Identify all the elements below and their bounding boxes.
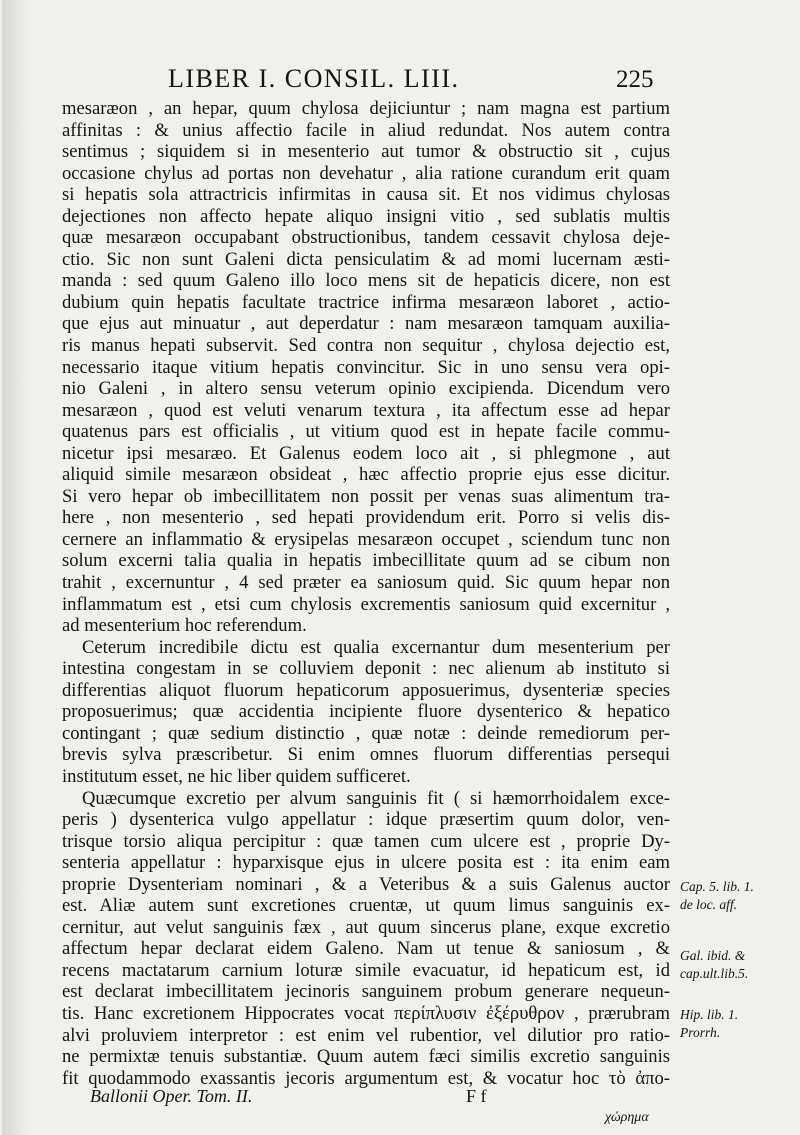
text-line: differentias aliquot fluorum hepaticorum apposuerimus, dysenteriæ species [62,679,670,701]
text-line: mesaræon , an hepar, quum chylosa dejiciuntur ; nam magna est partium [62,98,670,119]
text-line: alvi proluviem interpretor : est enim vel rubentior, vel dilutior pro ratio- [62,1024,670,1046]
text-line: que ejus aut minuatur , aut deperdatur : nam mesaræon tamquam auxilia- [62,313,670,335]
catchword: χώρημα [605,1110,649,1125]
text-line: institutum esset, ne hic liber quidem sufficeret. [62,765,411,787]
body-text [62,98,670,1089]
margin-note: Prorrh. [680,1025,721,1040]
text-line: Ceterum incredibile dictu est qualia excernantur dum mesenterium per [82,636,670,658]
text-line: sentimus ; siquidem si in mesenterio aut tumor & obstructio sit , cujus [62,141,670,163]
text-line: dubium quin hepatis facultate tractrice infirma mesaræon laboret , actio- [62,291,670,313]
text-line: ctio. Sic non sunt Galeni dicta pensiculatim & ad momi lucernam æsti- [62,248,670,270]
text-line: solum excerni talia qualia in hepatis imbecillitate quum ad se cibum non [62,550,670,572]
margin-note: cap.ult.lib.5. [680,966,749,981]
text-line: necessario itaque vitium hepatis convincitur. Sic in uno sensu vera opi- [62,356,670,378]
text-line: tis. Hanc excretionem Hippocrates vocat περίπλυσιν ἐξέρυθρον , prærubram [62,1002,670,1024]
text-line: ne permixtæ tenuis substantiæ. Quum autem fæci similis excretio sanguinis [62,1046,670,1068]
text-line: inflammatum est , etsi cum chylosis excrementis saniosum quid excernitur , [62,593,670,615]
text-line: recens mactatarum carnium loturæ simile evacuatur, id hepaticum est, id [62,959,670,981]
text-line: nio Galeni , in altero sensu veterum opinio excipienda. Dicendum vero [62,378,670,400]
text-line: affinitas : & unius affectio facile in aliud redundat. Nos autem contra [62,119,670,141]
text-line: dejectiones non affecto hepate aliquo insigni vitio , sed sublatis multis [62,205,670,227]
text-line: brevis sylva præscribetur. Si enim omnes fluorum differentias persequi [62,744,670,766]
text-line: ad mesenterium hoc referendum. [62,615,307,637]
text-line: est declarat imbecillitatem jecinoris sanguinem probum generare nequeun- [62,981,670,1003]
text-line: cernere an inflammatio & erysipelas mesaræon occupet , sciendum tunc non [62,528,670,550]
margin-note: Hip. lib. 1. [680,1007,739,1022]
signature-mark: F f [466,1086,487,1106]
text-line: here , non mesenterio , sed hepati providendum erit. Porro si velis dis- [62,507,670,529]
text-line: occasione chylus ad portas non devehatur , alia ratione curandum erit quam [62,162,670,184]
text-line: ris manus hepati subservit. Sed contra non sequitur , chylosa dejectio est, [62,335,670,357]
text-line: contingant ; quæ sedium distinctio , quæ notæ : deinde remediorum per- [62,722,670,744]
text-line: intestina congestam in se colluviem deponit : nec alienum ab instituto si [62,658,670,680]
text-line: quatenus pars est officialis , ut vitium quod est in hepate facile commu- [62,421,670,443]
text-line: mesaræon , quod est veluti venarum textura , ita affectum esse ad hepar [62,399,670,421]
text-line: Si vero hepar ob imbecillitatem non possit per venas suas alimentum tra- [62,485,670,507]
text-line: cernitur, aut velut sanguinis fæx , aut quum sincerus plane, exque excretio [62,916,670,938]
text-line: nicetur ipsi mesaræo. Et Galenus eodem loco ait , si phlegmone , aut [62,442,670,464]
margin-note: de loc. aff. [680,897,737,912]
page-footer [0,1086,800,1116]
page-number: 225 [616,66,654,93]
text-line: senteria appellatur : hyparxisque ejus in ulcere posita est : ita enim eam [62,852,670,874]
text-line: trahit , excernuntur , 4 sed præter ea saniosum quid. Sic quum hepar non [62,572,670,594]
text-line: est. Aliæ autem sunt excretiones cruentæ, ut quum limus sanguinis ex- [62,895,670,917]
text-line: quæ mesaræon occupabant obstructionibus, tandem cessavit chylosa deje- [62,227,670,249]
running-title: LIBER I. CONSIL. LIII. [168,64,460,93]
text-line: proposuerimus; quæ accidentia incipiente fluore dysenterico & hepatico [62,701,670,723]
text-line: si hepatis sola attractricis infirmitas in causa sit. Et nos vidimus chylosas [62,184,670,206]
text-line: Quæcumque excretio per alvum sanguinis fit ( si hæmorrhoidalem exce- [82,787,670,809]
margin-note: Cap. 5. lib. 1. [680,879,754,894]
footer-book-title: Ballonii Oper. Tom. II. [90,1086,253,1106]
text-line: affectum hepar declarat eidem Galeno. Nam ut tenue & saniosum , & [62,938,670,960]
text-line: trisque torsio aliqua percipitur : quæ tamen cum ulcere est , proprie Dy- [62,830,670,852]
page-gutter-shadow [2,0,30,1135]
text-line: peris ) dysenterica vulgo appellatur : idque præsertim quum dolor, ven- [62,809,670,831]
text-line: manda : sed quum Galeno illo loco mens sit de hepaticis dicere, non est [62,270,670,292]
text-line: proprie Dysenteriam nominari , & a Veteribus & a suis Galenus auctor [62,873,670,895]
text-line: fit quodammodo exassantis jecoris argumentum est, & vocatur hoc τὸ ἀπο- [62,1067,670,1089]
text-line: aliquid simile mesaræon obsideat , hæc affectio proprie ejus esse dicitur. [62,464,670,486]
margin-note: Gal. ibid. & [680,948,746,963]
